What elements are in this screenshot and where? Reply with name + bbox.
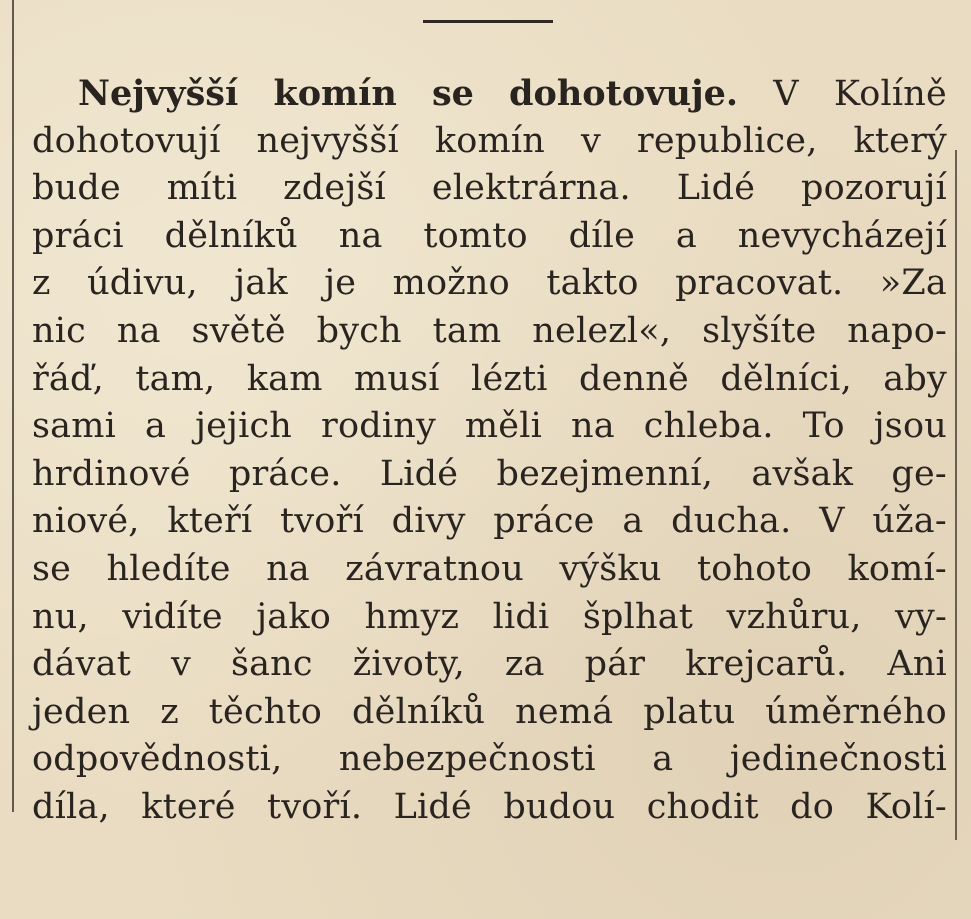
- article-word: Lidé: [393, 786, 472, 827]
- article-line: [32, 594, 947, 642]
- article-word: chleba.: [643, 406, 774, 447]
- article-word: Lidé: [676, 168, 756, 209]
- heading-word: dohotovuje.: [509, 73, 739, 114]
- article-word: kam: [246, 358, 323, 399]
- article-word: na: [116, 310, 161, 351]
- article-word: sami: [32, 406, 117, 447]
- article-word: nelezl«,: [532, 310, 672, 351]
- article-line: [32, 118, 947, 166]
- article-word: tam,: [135, 358, 216, 399]
- article-word: Lidé: [379, 453, 459, 494]
- article-word: jedinečnosti: [729, 739, 947, 780]
- article-word: možno: [392, 263, 510, 304]
- article-word: jejich: [195, 406, 293, 447]
- article-word: dohotovují: [32, 120, 221, 161]
- article-word: nebezpečnosti: [338, 739, 596, 780]
- article-word: odpovědnosti,: [32, 739, 283, 780]
- article-word: na: [338, 215, 383, 256]
- article-word: v: [170, 644, 191, 685]
- article-word: vy-: [895, 596, 947, 637]
- article-word: Kolí-: [865, 786, 947, 827]
- article-word: nemá: [515, 691, 614, 732]
- article-line: [32, 689, 947, 737]
- heading-word: se: [431, 73, 474, 114]
- article-word: je: [324, 263, 357, 304]
- article-word: a: [145, 406, 167, 447]
- article-word: zdejší: [283, 168, 386, 209]
- article-word: tam: [432, 310, 502, 351]
- article-line: [32, 165, 947, 213]
- article-word: dávat: [32, 644, 131, 685]
- article-word: vidíte: [122, 596, 223, 637]
- heading-word: Nejvyšší: [78, 73, 239, 114]
- article-word: do: [790, 786, 835, 827]
- article-word: dělníci,: [720, 358, 852, 399]
- article-word: pozorují: [801, 168, 947, 209]
- article-word: šanc: [230, 644, 313, 685]
- article-word: bezejmenní,: [496, 453, 714, 494]
- article-word: »Za: [879, 263, 947, 304]
- article-word: závratnou: [345, 548, 524, 589]
- article-word: republice,: [636, 120, 818, 161]
- article-word: a: [675, 215, 697, 256]
- article-word: aby: [883, 358, 947, 399]
- article-word: bude: [32, 168, 121, 209]
- article-word: jeden: [32, 691, 131, 732]
- article-word: napo-: [847, 310, 947, 351]
- article-line: [32, 403, 947, 451]
- article-word: V: [773, 74, 799, 114]
- article-word: V: [819, 501, 845, 542]
- article-word: elektrárna.: [431, 168, 631, 209]
- article-word: jsou: [873, 406, 947, 447]
- article-word: a: [652, 739, 674, 780]
- article-word: z: [32, 263, 51, 304]
- article-line: [32, 213, 947, 261]
- article-word: slyšíte: [702, 310, 817, 351]
- article-word: avšak: [751, 453, 854, 494]
- article-separator: [423, 20, 553, 23]
- article-word: se: [32, 548, 72, 589]
- article-word: z: [160, 691, 179, 732]
- article-word: takto: [546, 263, 639, 304]
- article-line: [32, 308, 947, 356]
- article-word: dělníků: [164, 215, 298, 256]
- article-word: řáď,: [32, 358, 104, 399]
- article-word: práce: [493, 501, 595, 542]
- article-word: ducha.: [671, 501, 792, 542]
- article-word: nic: [32, 310, 86, 351]
- article-word: výšku: [559, 548, 662, 589]
- article-word: ge-: [891, 453, 947, 494]
- article-word: na: [266, 548, 310, 589]
- article-word: na: [571, 406, 615, 447]
- article-word: lézti: [471, 358, 548, 399]
- article-line: [32, 784, 947, 832]
- article-word: světě: [191, 310, 286, 351]
- article-word: nejvyšší: [256, 120, 399, 161]
- article-word: tvoří.: [267, 786, 363, 827]
- article-word: jako: [256, 596, 332, 637]
- article-word: musí: [353, 358, 440, 399]
- article-word: hledíte: [106, 548, 231, 589]
- article-word: šplhat: [582, 596, 694, 637]
- article-word: lidi: [492, 596, 550, 637]
- article-word: komín: [434, 120, 546, 161]
- article-word: životy,: [352, 644, 465, 685]
- heading-word: komín: [273, 73, 397, 114]
- article-line: [32, 641, 947, 689]
- article-word: vzhůru,: [726, 596, 862, 637]
- article-line: [32, 736, 947, 784]
- article-line: [32, 546, 947, 594]
- article-word: Ani: [887, 644, 947, 685]
- article-word: pár: [584, 644, 646, 685]
- article-word: hmyz: [364, 596, 460, 637]
- article-word: v: [581, 120, 601, 161]
- article-word: chodit: [646, 786, 759, 827]
- article-word: díla,: [32, 786, 110, 827]
- article-word: krejcarů.: [685, 644, 848, 685]
- article-word: údivu,: [87, 263, 198, 304]
- article-line: [32, 260, 947, 308]
- article-word: které: [141, 786, 236, 827]
- article-word: nevycházejí: [737, 215, 947, 256]
- article-word: tomto: [423, 215, 528, 256]
- article-word: a: [622, 501, 644, 542]
- article-word: platu: [643, 691, 736, 732]
- article-word: Kolíně: [833, 74, 947, 114]
- article-word: úža-: [872, 501, 947, 542]
- article-word: měli: [464, 406, 543, 447]
- article-line: [32, 498, 947, 546]
- article-word: niové,: [32, 501, 140, 542]
- article-word: který: [853, 120, 947, 161]
- article-word: jak: [234, 263, 288, 304]
- article-word: divy: [391, 501, 466, 542]
- article-line: [32, 70, 947, 118]
- article-line: [32, 356, 947, 404]
- article-word: pracovat.: [675, 263, 844, 304]
- article-line: [32, 451, 947, 499]
- article-word: dělníků: [352, 691, 486, 732]
- article-word: komí-: [847, 548, 947, 589]
- column-rule-left: [12, 0, 14, 812]
- article-word: To: [802, 406, 845, 447]
- article-word: díle: [568, 215, 635, 256]
- column-rule-right: [955, 150, 957, 840]
- article-word: denně: [579, 358, 689, 399]
- article-word: tvoří: [280, 501, 364, 542]
- article-word: bych: [316, 310, 402, 351]
- article-word: práci: [32, 215, 124, 256]
- article-word: rodiny: [321, 406, 436, 447]
- article-word: za: [504, 644, 545, 685]
- article-word: kteří: [167, 501, 253, 542]
- article-word: úměrného: [765, 691, 947, 732]
- article-word: nu,: [32, 596, 89, 637]
- article-body: [32, 70, 947, 850]
- article-word: těchto: [208, 691, 323, 732]
- article-word: míti: [166, 168, 238, 209]
- article-word: práce.: [228, 453, 342, 494]
- article-word: tohoto: [696, 548, 813, 589]
- article-word: budou: [503, 786, 616, 827]
- article-word: hrdinové: [32, 453, 191, 494]
